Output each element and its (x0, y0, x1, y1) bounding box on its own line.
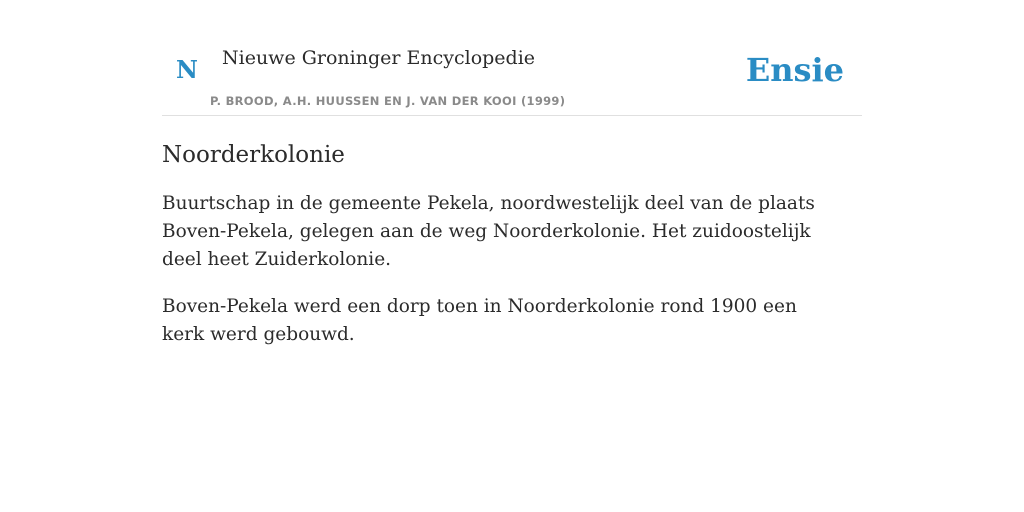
authors-line: P. BROOD, A.H. HUUSSEN EN J. VAN DER KOOI (1999) (210, 94, 566, 108)
entry-paragraph: Buurtschap in de gemeente Pekela, noordwestelijk deel van de plaats Boven-Pekela, gelegen aan de weg Noorderkolonie. Het zuidoostelijk deel heet Zuiderkolonie. (162, 193, 815, 270)
entry-title: Noorderkolonie (162, 142, 345, 168)
entry-paragraph: Boven-Pekela werd een dorp toen in Noorderkolonie rond 1900 een kerk werd gebouwd. (162, 296, 797, 345)
encyclopedia-logo[interactable]: N (176, 55, 198, 84)
ensie-logo-link[interactable]: Ensie (745, 51, 844, 89)
entry-body (162, 190, 862, 349)
article-page (162, 0, 862, 349)
book-title-link[interactable]: Nieuwe Groninger Encyclopedie (222, 47, 536, 69)
source-header (162, 0, 862, 116)
